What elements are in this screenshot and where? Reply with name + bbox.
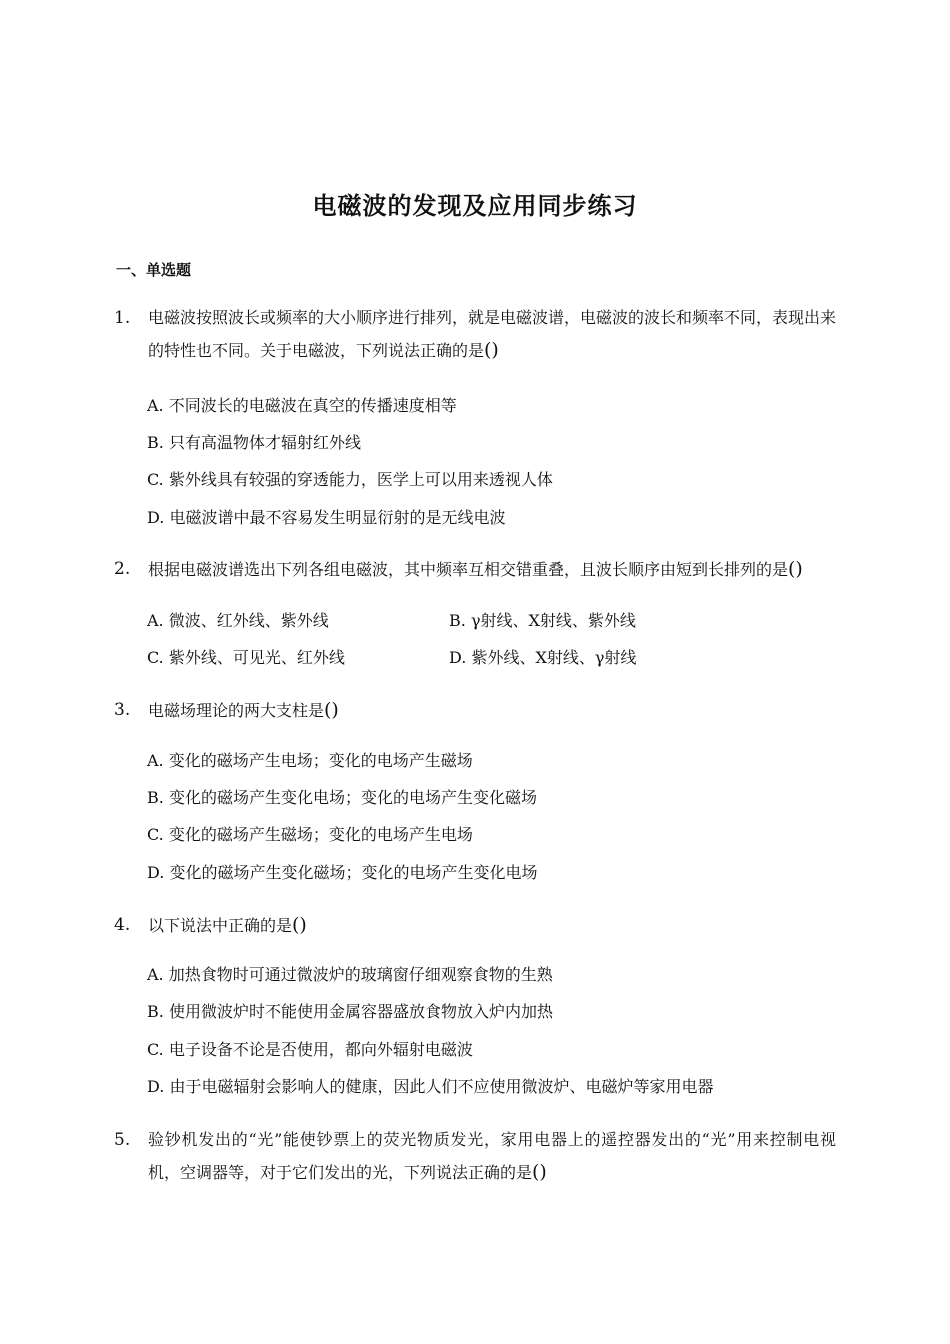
question-number: 2. [114, 559, 131, 579]
question-3 [114, 694, 836, 727]
question-number: 1. [114, 308, 131, 328]
option-d: D. 变化的磁场产生变化磁场；变化的电场产生变化电场 [147, 863, 538, 882]
page-title: 电磁波的发现及应用同步练习 [312, 191, 638, 220]
section-heading: 一、单选题 [116, 261, 192, 279]
option-d: D. 紫外线、X射线、γ射线 [449, 648, 637, 667]
option-a: A. 变化的磁场产生电场；变化的电场产生磁场 [147, 751, 473, 770]
question-stem: 根据电磁波谱选出下列各组电磁波，其中频率互相交错重叠，且波长顺序由短到长排列的是() [148, 558, 803, 580]
option-d: D. 电磁波谱中最不容易发生明显衍射的是无线电波 [147, 508, 506, 527]
question-number: 4. [114, 915, 131, 935]
question-4 [114, 909, 836, 942]
question-1 [114, 302, 836, 367]
option-d: D. 由于电磁辐射会影响人的健康，因此人们不应使用微波炉、电磁炉等家用电器 [147, 1077, 714, 1096]
option-b: B. γ射线、X射线、紫外线 [449, 611, 636, 630]
question-stem: 验钞机发出的“光”能使钞票上的荧光物质发光，家用电器上的遥控器发出的“光”用来控制电视机，空调器等，对于它们发出的光，下列说法正确的是() [148, 1130, 836, 1183]
option-a: A. 加热食物时可通过微波炉的玻璃窗仔细观察食物的生熟 [147, 965, 553, 984]
question-stem: 以下说法中正确的是() [148, 914, 307, 936]
question-number: 3. [114, 700, 131, 720]
question-number: 5. [114, 1130, 131, 1150]
option-b: B. 变化的磁场产生变化电场；变化的电场产生变化磁场 [147, 788, 537, 807]
option-c: C. 电子设备不论是否使用，都向外辐射电磁波 [147, 1040, 473, 1059]
question-stem: 电磁波按照波长或频率的大小顺序进行排列，就是电磁波谱，电磁波的波长和频率不同，表现出来的特性也不同。关于电磁波，下列说法正确的是() [148, 308, 837, 361]
question-5 [114, 1124, 836, 1189]
option-a: A. 微波、红外线、紫外线 [147, 611, 329, 630]
option-c: C. 变化的磁场产生磁场；变化的电场产生电场 [147, 825, 473, 844]
option-a: A. 不同波长的电磁波在真空的传播速度相等 [147, 396, 457, 415]
question-stem: 电磁场理论的两大支柱是() [148, 699, 339, 721]
option-b: B. 只有高温物体才辐射红外线 [147, 433, 361, 452]
option-c: C. 紫外线具有较强的穿透能力，医学上可以用来透视人体 [147, 470, 553, 489]
question-2 [114, 553, 836, 586]
option-c: C. 紫外线、可见光、红外线 [147, 648, 345, 667]
option-b: B. 使用微波炉时不能使用金属容器盛放食物放入炉内加热 [147, 1002, 553, 1021]
